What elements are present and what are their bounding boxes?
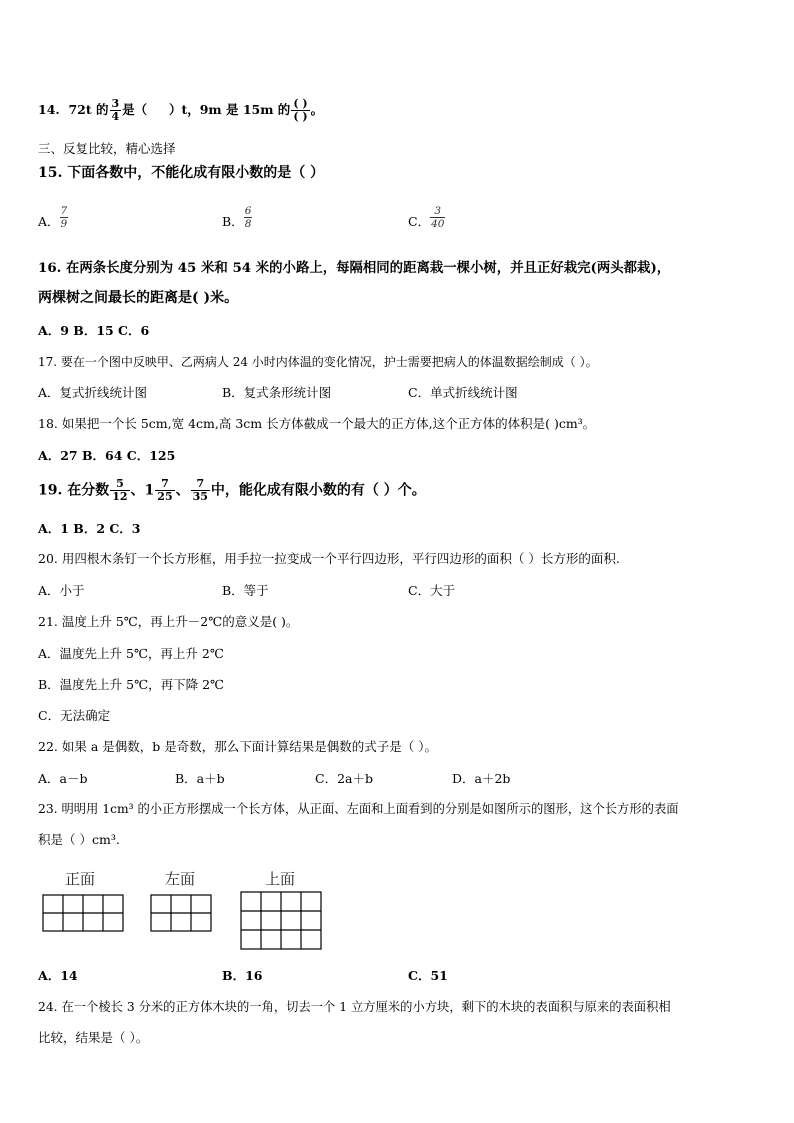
q20-option-a: A．小于 (38, 583, 85, 598)
q18-options: A．27 B．64 C．125 (38, 448, 176, 463)
q19-fraction-1 (110, 478, 129, 503)
q23-option-b: B．16 (222, 968, 263, 983)
q15-option-b (222, 205, 252, 230)
q19-sep-2: 、 (175, 482, 190, 499)
question-17: 17. 要在一个图中反映甲、乙两病人 24 小时内体温的变化情况，护士需要把病人的体温数据绘制成（ ）。 (38, 355, 598, 369)
question-19 (38, 478, 426, 503)
q14-fraction (110, 98, 122, 123)
q22-option-b: B．a＋b (175, 771, 225, 786)
q19-f2-den: 25 (157, 490, 173, 503)
q20-option-c: C．大于 (408, 583, 456, 598)
question-18: 18. 如果把一个长 5cm,宽 4cm,高 3cm 长方体截成一个最大的正方体,这个正方体的体积是( )cm³。 (38, 416, 596, 431)
q21-option-c: C．无法确定 (38, 708, 111, 723)
q15-option-b-fraction (244, 205, 253, 230)
question-16-line-2: 两棵树之间最长的距离是( )米。 (38, 290, 239, 306)
question-14 (38, 98, 323, 123)
question-23-line-1: 23. 明明用 1cm³ 的小正方形摆成一个长方体，从正面、左面和上面看到的分别是如图所示的图形，这个长方形的表面 (38, 802, 679, 816)
q19-text-a: 19. 在分数 (38, 482, 110, 499)
view-label-front: 正面 (65, 870, 96, 888)
q14-frac-den: 4 (111, 110, 120, 123)
q19-options: A．1 B．2 C．3 (38, 521, 141, 536)
q19-fraction-2 (155, 478, 174, 503)
q14-blank-den: ( ) (293, 110, 308, 123)
q16-options: A．9 B．15 C．6 (38, 323, 150, 338)
q23-option-c: C．51 (408, 968, 448, 983)
front-view-grid (42, 894, 126, 934)
question-23-line-2: 积是（ ）cm³. (38, 832, 120, 847)
question-24-line-1: 24. 在一个棱长 3 分米的正方体木块的一角，切去一个 1 立方厘米的小方块，剩下的木块的表面积与原来的表面积相 (38, 1000, 671, 1014)
top-view-grid (240, 891, 324, 951)
question-24-line-2: 比较，结果是（ ）。 (38, 1030, 149, 1045)
q19-f2-num: 7 (155, 478, 174, 491)
q15-option-c (408, 205, 445, 230)
q17-option-c: C．单式折线统计图 (408, 385, 518, 400)
left-view-grid (150, 894, 214, 934)
q19-f3-den: 35 (192, 490, 208, 503)
q15-a-num: 7 (60, 205, 68, 217)
q14-text-b: 是（ (122, 102, 148, 117)
q23-option-a: A．14 (38, 968, 78, 983)
q14-blank-num: ( ) (293, 97, 308, 110)
question-21: 21. 温度上升 5℃，再上升－2℃的意义是( )。 (38, 614, 299, 629)
section-3-title: 三、反复比较，精心选择 (38, 141, 176, 156)
q19-sep-1: 、1 (130, 482, 155, 499)
q14-number: 14. (38, 102, 60, 117)
q20-option-b: B．等于 (222, 583, 269, 598)
q19-f1-den: 12 (112, 490, 128, 503)
q15-option-a-fraction (60, 205, 69, 230)
q15-c-den: 40 (431, 218, 445, 230)
question-15: 15. 下面各数中，不能化成有限小数的是（ ） (38, 165, 325, 181)
q22-option-a: A．a－b (38, 771, 88, 786)
q15-option-c-label: C． (408, 214, 431, 229)
q22-option-d: D．a＋2b (452, 771, 511, 786)
q19-f1-num: 5 (110, 478, 129, 491)
q17-option-a: A．复式折线统计图 (38, 385, 148, 400)
q15-c-num: 3 (430, 205, 445, 218)
q15-a-den: 9 (60, 218, 68, 230)
q14-end: 。 (310, 102, 324, 117)
q19-f3-num: 7 (191, 478, 210, 491)
q17-option-b: B．复式条形统计图 (222, 385, 332, 400)
q15-option-c-fraction (430, 205, 445, 230)
q19-fraction-3 (191, 478, 210, 503)
question-16-line-1: 16. 在两条长度分别为 45 米和 54 米的小路上，每隔相同的距离栽一棵小树，并且正好栽完(两头都栽)， (38, 260, 671, 276)
question-20: 20. 用四根木条钉一个长方形框，用手拉一拉变成一个平行四边形，平行四边形的面积（ ）长方形的面积. (38, 551, 620, 566)
q14-text-c: ）t，9m 是 15m 的 (168, 102, 291, 117)
question-22: 22. 如果 a 是偶数，b 是奇数，那么下面计算结果是偶数的式子是（ ）。 (38, 739, 437, 754)
q15-option-b-label: B． (222, 214, 244, 229)
q19-text-b: 中，能化成有限小数的有（ ）个。 (210, 482, 426, 499)
q15-option-a-label: A． (38, 214, 60, 229)
view-label-top: 上面 (265, 870, 296, 888)
q15-option-a (38, 205, 68, 230)
q14-blank-fraction (291, 98, 309, 123)
view-label-left: 左面 (165, 870, 196, 888)
q15-b-num: 6 (244, 205, 252, 217)
q14-frac-num: 3 (111, 97, 120, 110)
q21-option-a: A．温度先上升 5℃，再上升 2℃ (38, 646, 224, 661)
q21-option-b: B．温度先上升 5℃，再下降 2℃ (38, 677, 225, 692)
q15-b-den: 8 (244, 218, 252, 230)
q22-option-c: C．2a＋b (315, 771, 373, 786)
q14-text-a: 72t 的 (68, 102, 109, 117)
